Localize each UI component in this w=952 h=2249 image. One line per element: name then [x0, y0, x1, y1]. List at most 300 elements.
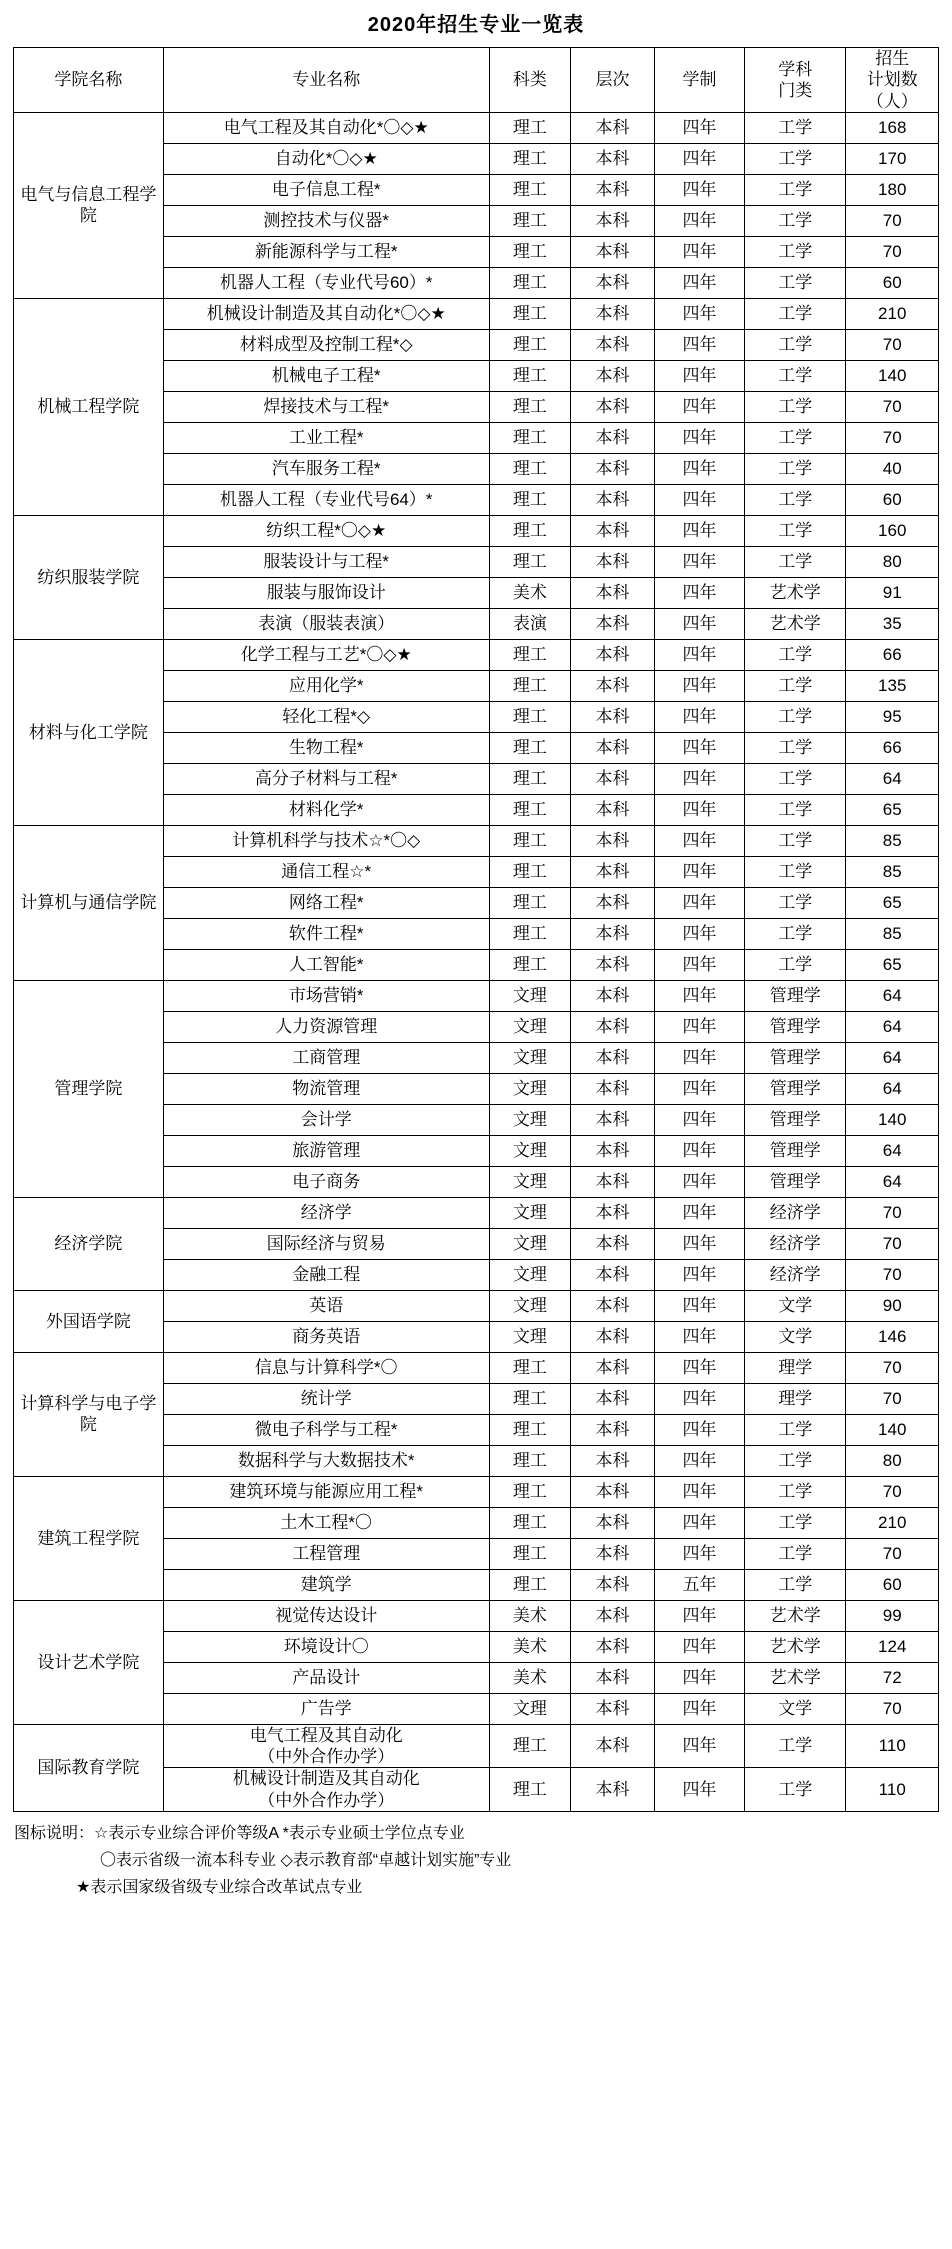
cell-major: 建筑环境与能源应用工程* — [163, 1476, 489, 1507]
cell-major: 建筑学 — [163, 1569, 489, 1600]
cell-level: 本科 — [571, 205, 655, 236]
cell-level: 本科 — [571, 825, 655, 856]
cell-plan: 160 — [846, 515, 939, 546]
cell-category: 理工 — [489, 1569, 570, 1600]
cell-college: 国际教育学院 — [14, 1724, 164, 1811]
cell-discipline: 工学 — [745, 1507, 846, 1538]
table-row — [14, 298, 939, 329]
cell-discipline: 工学 — [745, 174, 846, 205]
cell-major: 环境设计〇 — [163, 1631, 489, 1662]
cell-category: 理工 — [489, 484, 570, 515]
cell-college: 经济学院 — [14, 1197, 164, 1290]
cell-level: 本科 — [571, 1011, 655, 1042]
cell-category: 理工 — [489, 701, 570, 732]
cell-years: 四年 — [654, 1166, 744, 1197]
cell-years: 四年 — [654, 1228, 744, 1259]
cell-college: 管理学院 — [14, 980, 164, 1197]
cell-level: 本科 — [571, 794, 655, 825]
cell-plan: 70 — [846, 205, 939, 236]
cell-years: 四年 — [654, 1011, 744, 1042]
table-header — [14, 48, 939, 113]
cell-level: 本科 — [571, 174, 655, 205]
table-row — [14, 1724, 939, 1768]
cell-category: 文理 — [489, 1042, 570, 1073]
cell-years: 四年 — [654, 1724, 744, 1768]
cell-level: 本科 — [571, 980, 655, 1011]
cell-years: 四年 — [654, 856, 744, 887]
cell-level: 本科 — [571, 608, 655, 639]
cell-discipline: 工学 — [745, 360, 846, 391]
cell-category: 文理 — [489, 1259, 570, 1290]
cell-major: 金融工程 — [163, 1259, 489, 1290]
cell-category: 文理 — [489, 980, 570, 1011]
cell-discipline: 管理学 — [745, 1135, 846, 1166]
cell-years: 四年 — [654, 794, 744, 825]
majors-table — [13, 47, 939, 1812]
cell-category: 文理 — [489, 1228, 570, 1259]
cell-plan: 70 — [846, 1197, 939, 1228]
cell-discipline: 管理学 — [745, 1042, 846, 1073]
cell-plan: 64 — [846, 1135, 939, 1166]
cell-discipline: 文学 — [745, 1321, 846, 1352]
cell-discipline: 管理学 — [745, 980, 846, 1011]
cell-plan: 65 — [846, 794, 939, 825]
header-plan-line2: 计划数 — [866, 70, 918, 90]
cell-category: 表演 — [489, 608, 570, 639]
cell-major: 数据科学与大数据技术* — [163, 1445, 489, 1476]
legend — [0, 1820, 952, 1912]
cell-plan: 90 — [846, 1290, 939, 1321]
cell-level: 本科 — [571, 1042, 655, 1073]
cell-level: 本科 — [571, 546, 655, 577]
cell-discipline: 管理学 — [745, 1011, 846, 1042]
cell-discipline: 文学 — [745, 1290, 846, 1321]
cell-level: 本科 — [571, 1166, 655, 1197]
cell-years: 四年 — [654, 1073, 744, 1104]
cell-major: 人力资源管理 — [163, 1011, 489, 1042]
cell-major: 机器人工程（专业代号60）* — [163, 267, 489, 298]
cell-plan: 110 — [846, 1768, 939, 1812]
table-row — [14, 1290, 939, 1321]
header-plan — [846, 48, 939, 113]
cell-years: 四年 — [654, 887, 744, 918]
cell-years: 四年 — [654, 205, 744, 236]
cell-level: 本科 — [571, 1321, 655, 1352]
cell-discipline: 工学 — [745, 298, 846, 329]
cell-major: 表演（服装表演） — [163, 608, 489, 639]
cell-years: 四年 — [654, 1662, 744, 1693]
cell-category: 理工 — [489, 205, 570, 236]
cell-major: 产品设计 — [163, 1662, 489, 1693]
cell-years: 四年 — [654, 546, 744, 577]
cell-category: 文理 — [489, 1197, 570, 1228]
cell-years: 四年 — [654, 1768, 744, 1812]
cell-category: 文理 — [489, 1290, 570, 1321]
cell-discipline: 管理学 — [745, 1104, 846, 1135]
cell-level: 本科 — [571, 1662, 655, 1693]
cell-plan: 210 — [846, 1507, 939, 1538]
cell-level: 本科 — [571, 1073, 655, 1104]
cell-major: 计算机科学与技术☆*〇◇ — [163, 825, 489, 856]
cell-plan: 85 — [846, 918, 939, 949]
cell-discipline: 理学 — [745, 1352, 846, 1383]
cell-college: 计算机与通信学院 — [14, 825, 164, 980]
cell-years: 四年 — [654, 1507, 744, 1538]
cell-category: 理工 — [489, 1352, 570, 1383]
cell-plan: 70 — [846, 391, 939, 422]
cell-level: 本科 — [571, 639, 655, 670]
cell-category: 理工 — [489, 174, 570, 205]
header-college: 学院名称 — [14, 48, 164, 113]
cell-category: 文理 — [489, 1104, 570, 1135]
cell-years: 四年 — [654, 453, 744, 484]
cell-category: 理工 — [489, 794, 570, 825]
cell-plan: 35 — [846, 608, 939, 639]
cell-discipline: 工学 — [745, 825, 846, 856]
header-category: 科类 — [489, 48, 570, 113]
cell-years: 四年 — [654, 391, 744, 422]
table-body — [14, 112, 939, 1811]
cell-level: 本科 — [571, 701, 655, 732]
cell-plan: 110 — [846, 1724, 939, 1768]
cell-years: 四年 — [654, 112, 744, 143]
cell-level: 本科 — [571, 1569, 655, 1600]
cell-years: 四年 — [654, 1290, 744, 1321]
cell-plan: 64 — [846, 1042, 939, 1073]
header-plan-line1: 招生 — [875, 49, 910, 68]
cell-major: 汽车服务工程* — [163, 453, 489, 484]
cell-level: 本科 — [571, 732, 655, 763]
cell-plan: 64 — [846, 1073, 939, 1104]
cell-years: 四年 — [654, 918, 744, 949]
cell-major: 纺织工程*〇◇★ — [163, 515, 489, 546]
cell-years: 四年 — [654, 949, 744, 980]
cell-major: 材料化学* — [163, 794, 489, 825]
cell-years: 四年 — [654, 763, 744, 794]
cell-years: 四年 — [654, 1259, 744, 1290]
cell-level: 本科 — [571, 856, 655, 887]
cell-major: 材料成型及控制工程*◇ — [163, 329, 489, 360]
cell-years: 四年 — [654, 1352, 744, 1383]
cell-discipline: 工学 — [745, 1538, 846, 1569]
cell-major: 机器人工程（专业代号64）* — [163, 484, 489, 515]
cell-major: 轻化工程*◇ — [163, 701, 489, 732]
cell-level: 本科 — [571, 1631, 655, 1662]
cell-plan: 65 — [846, 949, 939, 980]
cell-category: 理工 — [489, 763, 570, 794]
cell-plan: 66 — [846, 732, 939, 763]
legend-line-3: ★表示国家级省级专业综合改革试点专业 — [76, 1879, 363, 1897]
cell-years: 四年 — [654, 484, 744, 515]
cell-category: 美术 — [489, 1600, 570, 1631]
cell-major: 物流管理 — [163, 1073, 489, 1104]
cell-category: 理工 — [489, 391, 570, 422]
cell-plan: 80 — [846, 1445, 939, 1476]
cell-level: 本科 — [571, 298, 655, 329]
cell-discipline: 工学 — [745, 794, 846, 825]
cell-plan: 80 — [846, 546, 939, 577]
table-row — [14, 639, 939, 670]
table-row — [14, 1476, 939, 1507]
cell-category: 理工 — [489, 1445, 570, 1476]
cell-level: 本科 — [571, 1135, 655, 1166]
cell-discipline: 理学 — [745, 1383, 846, 1414]
header-plan-line3: （人） — [866, 91, 918, 111]
cell-major: 高分子材料与工程* — [163, 763, 489, 794]
cell-major: 电气工程及其自动化*〇◇★ — [163, 112, 489, 143]
header-level: 层次 — [571, 48, 655, 113]
cell-major: 人工智能* — [163, 949, 489, 980]
cell-category: 理工 — [489, 329, 570, 360]
header-discipline-line2: 门类 — [778, 80, 813, 100]
header-discipline — [745, 48, 846, 113]
cell-plan: 70 — [846, 1538, 939, 1569]
cell-plan: 65 — [846, 887, 939, 918]
cell-level: 本科 — [571, 515, 655, 546]
cell-major: 机械设计制造及其自动化 （中外合作办学） — [163, 1768, 489, 1812]
cell-years: 四年 — [654, 1693, 744, 1724]
cell-plan: 140 — [846, 360, 939, 391]
cell-plan: 70 — [846, 422, 939, 453]
cell-level: 本科 — [571, 1228, 655, 1259]
cell-level: 本科 — [571, 236, 655, 267]
cell-level: 本科 — [571, 1383, 655, 1414]
cell-discipline: 经济学 — [745, 1197, 846, 1228]
cell-major: 网络工程* — [163, 887, 489, 918]
table-row — [14, 515, 939, 546]
cell-category: 理工 — [489, 1538, 570, 1569]
cell-category: 理工 — [489, 236, 570, 267]
cell-college: 建筑工程学院 — [14, 1476, 164, 1600]
cell-years: 四年 — [654, 143, 744, 174]
cell-plan: 95 — [846, 701, 939, 732]
cell-category: 理工 — [489, 298, 570, 329]
cell-level: 本科 — [571, 1259, 655, 1290]
cell-major: 应用化学* — [163, 670, 489, 701]
cell-plan: 99 — [846, 1600, 939, 1631]
cell-major: 自动化*〇◇★ — [163, 143, 489, 174]
cell-level: 本科 — [571, 1104, 655, 1135]
cell-level: 本科 — [571, 670, 655, 701]
cell-plan: 70 — [846, 236, 939, 267]
cell-years: 四年 — [654, 422, 744, 453]
legend-line-1: 图标说明：☆表示专业综合评价等级A *表示专业硕士学位点专业 — [14, 1824, 465, 1842]
cell-years: 四年 — [654, 1197, 744, 1228]
cell-years: 四年 — [654, 267, 744, 298]
cell-level: 本科 — [571, 949, 655, 980]
cell-major: 旅游管理 — [163, 1135, 489, 1166]
cell-level: 本科 — [571, 1768, 655, 1812]
cell-plan: 70 — [846, 1383, 939, 1414]
cell-major: 焊接技术与工程* — [163, 391, 489, 422]
cell-major: 生物工程* — [163, 732, 489, 763]
table-row — [14, 1197, 939, 1228]
cell-category: 文理 — [489, 1073, 570, 1104]
cell-college: 机械工程学院 — [14, 298, 164, 515]
cell-major: 新能源科学与工程* — [163, 236, 489, 267]
cell-category: 理工 — [489, 887, 570, 918]
cell-major: 视觉传达设计 — [163, 1600, 489, 1631]
header-discipline-line1: 学科 — [778, 59, 813, 79]
cell-category: 理工 — [489, 949, 570, 980]
cell-category: 理工 — [489, 1724, 570, 1768]
cell-years: 四年 — [654, 1414, 744, 1445]
cell-level: 本科 — [571, 1197, 655, 1228]
cell-discipline: 文学 — [745, 1693, 846, 1724]
cell-major: 服装设计与工程* — [163, 546, 489, 577]
cell-major: 测控技术与仪器* — [163, 205, 489, 236]
cell-category: 文理 — [489, 1011, 570, 1042]
cell-years: 四年 — [654, 1383, 744, 1414]
cell-major: 商务英语 — [163, 1321, 489, 1352]
cell-level: 本科 — [571, 1445, 655, 1476]
cell-major: 化学工程与工艺*〇◇★ — [163, 639, 489, 670]
cell-plan: 85 — [846, 856, 939, 887]
cell-plan: 40 — [846, 453, 939, 484]
cell-years: 四年 — [654, 670, 744, 701]
cell-plan: 210 — [846, 298, 939, 329]
page-title: 2020年招生专业一览表 — [367, 14, 585, 36]
legend-line-2: 〇表示省级一流本科专业 ◇表示教育部“卓越计划实施”专业 — [100, 1851, 512, 1869]
cell-years: 四年 — [654, 329, 744, 360]
cell-discipline: 工学 — [745, 639, 846, 670]
cell-plan: 72 — [846, 1662, 939, 1693]
cell-level: 本科 — [571, 329, 655, 360]
cell-category: 理工 — [489, 670, 570, 701]
cell-discipline: 工学 — [745, 484, 846, 515]
cell-plan: 60 — [846, 267, 939, 298]
cell-discipline: 艺术学 — [745, 577, 846, 608]
cell-years: 四年 — [654, 236, 744, 267]
cell-major: 通信工程☆* — [163, 856, 489, 887]
cell-discipline: 工学 — [745, 391, 846, 422]
cell-category: 理工 — [489, 918, 570, 949]
cell-plan: 70 — [846, 329, 939, 360]
cell-level: 本科 — [571, 267, 655, 298]
cell-discipline: 工学 — [745, 1476, 846, 1507]
cell-level: 本科 — [571, 577, 655, 608]
cell-college: 外国语学院 — [14, 1290, 164, 1352]
cell-major: 市场营销* — [163, 980, 489, 1011]
table-row — [14, 1600, 939, 1631]
cell-discipline: 艺术学 — [745, 1662, 846, 1693]
cell-discipline: 经济学 — [745, 1259, 846, 1290]
cell-plan: 168 — [846, 112, 939, 143]
table-row — [14, 1352, 939, 1383]
cell-category: 美术 — [489, 1662, 570, 1693]
cell-discipline: 管理学 — [745, 1073, 846, 1104]
cell-major: 信息与计算科学*〇 — [163, 1352, 489, 1383]
cell-plan: 70 — [846, 1259, 939, 1290]
cell-plan: 170 — [846, 143, 939, 174]
cell-major: 工商管理 — [163, 1042, 489, 1073]
table-row — [14, 980, 939, 1011]
cell-college: 计算科学与电子学院 — [14, 1352, 164, 1476]
cell-level: 本科 — [571, 143, 655, 174]
cell-level: 本科 — [571, 1724, 655, 1768]
cell-plan: 146 — [846, 1321, 939, 1352]
cell-category: 理工 — [489, 360, 570, 391]
cell-college: 设计艺术学院 — [14, 1600, 164, 1724]
cell-plan: 91 — [846, 577, 939, 608]
cell-category: 理工 — [489, 1383, 570, 1414]
cell-category: 文理 — [489, 1693, 570, 1724]
cell-major: 会计学 — [163, 1104, 489, 1135]
cell-discipline: 工学 — [745, 763, 846, 794]
cell-major: 微电子科学与工程* — [163, 1414, 489, 1445]
cell-major: 软件工程* — [163, 918, 489, 949]
cell-years: 四年 — [654, 515, 744, 546]
cell-plan: 135 — [846, 670, 939, 701]
cell-plan: 70 — [846, 1693, 939, 1724]
cell-discipline: 工学 — [745, 856, 846, 887]
cell-years: 四年 — [654, 701, 744, 732]
cell-discipline: 工学 — [745, 1414, 846, 1445]
cell-level: 本科 — [571, 1414, 655, 1445]
cell-college: 材料与化工学院 — [14, 639, 164, 825]
cell-category: 理工 — [489, 1414, 570, 1445]
cell-discipline: 工学 — [745, 1445, 846, 1476]
cell-level: 本科 — [571, 1290, 655, 1321]
cell-category: 理工 — [489, 267, 570, 298]
cell-years: 四年 — [654, 1631, 744, 1662]
cell-discipline: 工学 — [745, 112, 846, 143]
cell-plan: 64 — [846, 1011, 939, 1042]
cell-major: 广告学 — [163, 1693, 489, 1724]
cell-discipline: 工学 — [745, 887, 846, 918]
cell-discipline: 工学 — [745, 1724, 846, 1768]
cell-years: 四年 — [654, 1476, 744, 1507]
cell-category: 理工 — [489, 546, 570, 577]
cell-category: 文理 — [489, 1321, 570, 1352]
cell-category: 理工 — [489, 515, 570, 546]
header-major: 专业名称 — [163, 48, 489, 113]
cell-years: 四年 — [654, 174, 744, 205]
cell-level: 本科 — [571, 1476, 655, 1507]
cell-years: 四年 — [654, 360, 744, 391]
cell-discipline: 工学 — [745, 1569, 846, 1600]
cell-category: 理工 — [489, 422, 570, 453]
cell-plan: 180 — [846, 174, 939, 205]
cell-years: 四年 — [654, 825, 744, 856]
cell-years: 四年 — [654, 577, 744, 608]
cell-level: 本科 — [571, 1600, 655, 1631]
cell-discipline: 工学 — [745, 205, 846, 236]
cell-major: 电气工程及其自动化 （中外合作办学） — [163, 1724, 489, 1768]
cell-years: 四年 — [654, 1104, 744, 1135]
cell-discipline: 艺术学 — [745, 1600, 846, 1631]
cell-category: 理工 — [489, 732, 570, 763]
cell-level: 本科 — [571, 887, 655, 918]
cell-plan: 70 — [846, 1228, 939, 1259]
cell-years: 四年 — [654, 639, 744, 670]
cell-category: 文理 — [489, 1166, 570, 1197]
cell-college: 电气与信息工程学院 — [14, 112, 164, 298]
cell-discipline: 工学 — [745, 1768, 846, 1812]
cell-level: 本科 — [571, 484, 655, 515]
cell-years: 四年 — [654, 1538, 744, 1569]
cell-discipline: 经济学 — [745, 1228, 846, 1259]
cell-plan: 64 — [846, 980, 939, 1011]
cell-major: 服装与服饰设计 — [163, 577, 489, 608]
cell-years: 四年 — [654, 1135, 744, 1166]
cell-major: 统计学 — [163, 1383, 489, 1414]
cell-years: 四年 — [654, 980, 744, 1011]
cell-major: 土木工程*〇 — [163, 1507, 489, 1538]
cell-plan: 60 — [846, 1569, 939, 1600]
cell-plan: 66 — [846, 639, 939, 670]
cell-discipline: 工学 — [745, 732, 846, 763]
